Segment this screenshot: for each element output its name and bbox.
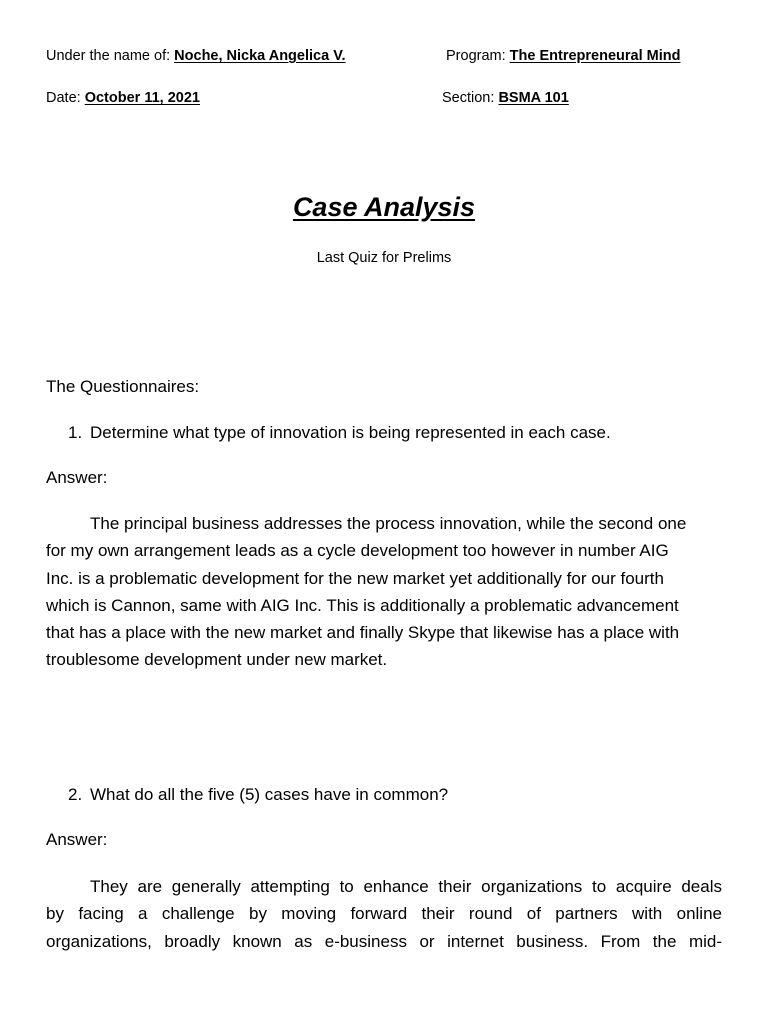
answer-line: which is Cannon, same with AIG Inc. This is additionally a problematic advancement xyxy=(46,595,679,615)
program-value: The Entrepreneural Mind xyxy=(509,48,681,64)
student-name-field xyxy=(46,48,346,64)
answer-line: for my own arrangement leads as a cycle development too however in number AIG xyxy=(46,541,669,561)
date-value: October 11, 2021 xyxy=(84,90,200,106)
date-label: Date: xyxy=(46,90,81,106)
answer-label: Answer: xyxy=(46,830,108,849)
section-field xyxy=(442,90,569,106)
answer-line: The principal business addresses the process innovation, while the second one xyxy=(90,514,687,533)
section-value: BSMA 101 xyxy=(498,90,569,106)
document-title: Case Analysis xyxy=(292,192,476,222)
question-text: Determine what type of innovation is being represented in each case. xyxy=(90,423,611,442)
answer-line: that has a place with the new market and finally Skype that likewise has a place with xyxy=(46,623,680,643)
program-label: Program: xyxy=(446,48,506,64)
answer-label: Answer: xyxy=(46,468,108,487)
document-subtitle: Last Quiz for Prelims xyxy=(316,250,452,266)
questionnaires-heading: The Questionnaires: xyxy=(46,377,200,396)
question-number: 1. xyxy=(68,423,83,442)
answer-line: organizations, broadly known as e-business or internet business. From the mid- xyxy=(46,931,722,951)
answer-line: Inc. is a problematic development for the new market yet additionally for our fourth xyxy=(46,568,664,588)
answer-paragraph xyxy=(46,510,722,674)
date-field xyxy=(46,90,200,106)
question-text: What do all the five (5) cases have in common? xyxy=(90,785,449,804)
section-label: Section: xyxy=(442,90,495,106)
student-name-value: Noche, Nicka Angelica V. xyxy=(174,48,346,64)
program-field xyxy=(446,48,680,64)
answer-line: They are generally attempting to enhance their organizations to acquire deals xyxy=(90,877,722,896)
answer-line: by facing a challenge by moving forward their round of partners with online xyxy=(46,904,722,924)
answer-line: troublesome development under new market. xyxy=(46,650,388,670)
answer-paragraph xyxy=(46,873,722,955)
question-number: 2. xyxy=(68,785,83,804)
student-name-label: Under the name of: xyxy=(46,48,171,64)
